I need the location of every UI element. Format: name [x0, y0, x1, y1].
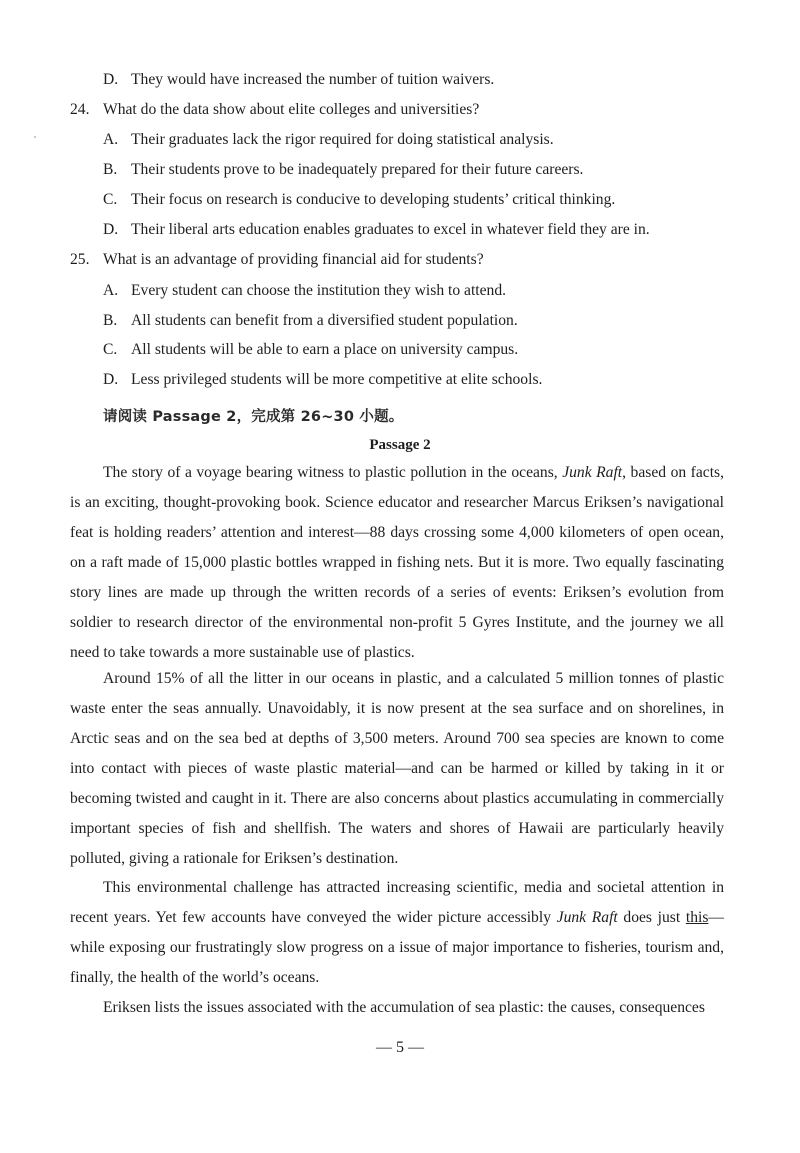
option-letter: D. [103, 371, 119, 388]
q24-option-c [103, 190, 615, 210]
option-text: Their students prove to be inadequately prepared for their future careers. [131, 161, 584, 178]
paragraph-text: This environmental challenge has attracted increasing scientific, media and societal attention in recent years. Yet few accounts have conveyed the wider picture accessibly [70, 879, 724, 926]
paragraph-text: The story of a voyage bearing witness to plastic pollution in the oceans, [103, 464, 563, 481]
option-letter: A. [103, 282, 119, 299]
q24-option-b [103, 160, 583, 180]
underlined-word: this [685, 909, 709, 926]
q24-option-d [103, 220, 650, 240]
q25-option-c [103, 340, 518, 360]
q24-question: What do the data show about elite colleges and universities? [103, 101, 480, 118]
option-letter: C. [103, 341, 118, 358]
option-letter: C. [103, 191, 118, 208]
option-text: Their graduates lack the rigor required for doing statistical analysis. [131, 131, 554, 148]
q24-option-a [103, 130, 554, 150]
option-text: Less privileged students will be more competitive at elite schools. [131, 371, 543, 388]
passage-paragraph-3 [70, 873, 724, 993]
option-letter: B. [103, 161, 118, 178]
option-text: Every student can choose the institution they wish to attend. [131, 282, 507, 299]
q24-number: 24. [70, 101, 90, 118]
paragraph-text: —while exposing our frustratingly slow progress on a issue of major importance to fisheries, tourism and, finally, the health of the world’s oceans. [70, 909, 724, 986]
option-letter: B. [103, 312, 118, 329]
passage-paragraph-2: Around 15% of all the litter in our oceans in plastic, and a calculated 5 million tonnes of plastic waste enter the seas annually. Unavoidably, it is now present at the sea surface and on shorelines, in Arctic seas and on the sea bed at depths of 3,500 meters. Around 700 sea species are known to come into contact with pieces of waste plastic material—and can be harmed or killed by taking in it or becoming twisted and caught in it. There are also concerns about plastics accumulating in commercially important species of fish and shellfish. The waters and shores of Hawaii are particularly heavily polluted, giving a rationale for Eriksen’s destination. [70, 670, 724, 867]
paragraph-text: , based on facts, is an exciting, thought-provoking book. Science educator and researcher Marcus Eriksen’s navigational feat is holding readers’ attention and interest—88 days crossing some 4,000 kilometers of open ocean, on a raft made of 15,000 plastic bottles wrapped in fishing nets. But it is more. Two equally fascinating story lines are made up through the written records of a series of events: Eriksen’s evolution from soldier to research director of the environmental non-profit 5 Gyres Institute, and the journey we all need to take towards a more sustainable use of plastics. [70, 464, 725, 661]
scan-speck [34, 136, 36, 138]
page-number: — 5 — [376, 1039, 424, 1056]
option-text: Their focus on research is conducive to developing students’ critical thinking. [131, 191, 616, 208]
book-title: Junk Raft [556, 909, 618, 926]
option-text: All students will be able to earn a place on university campus. [131, 341, 519, 358]
q23-option-d [103, 70, 494, 90]
section-instruction: 请阅读 Passage 2，完成第 26~30 小题。 [103, 409, 404, 425]
passage-title: Passage 2 [369, 437, 431, 453]
q25-question: What is an advantage of providing financial aid for students? [103, 251, 484, 268]
q25-option-b [103, 311, 518, 331]
q25-number: 25. [70, 251, 90, 268]
q25-option-a [103, 281, 506, 301]
option-letter: D. [103, 71, 119, 88]
option-text: Their liberal arts education enables graduates to excel in whatever field they are in. [131, 221, 650, 238]
option-letter: A. [103, 131, 119, 148]
passage-paragraph-4: Eriksen lists the issues associated with the accumulation of sea plastic: the causes, consequences [103, 999, 705, 1016]
q25-option-d [103, 370, 542, 390]
option-letter: D. [103, 221, 119, 238]
passage-paragraph-1 [70, 458, 724, 668]
option-text: They would have increased the number of tuition waivers. [131, 71, 495, 88]
option-text: All students can benefit from a diversified student population. [131, 312, 518, 329]
paragraph-text: does just [617, 909, 686, 926]
book-title: Junk Raft [562, 464, 623, 481]
